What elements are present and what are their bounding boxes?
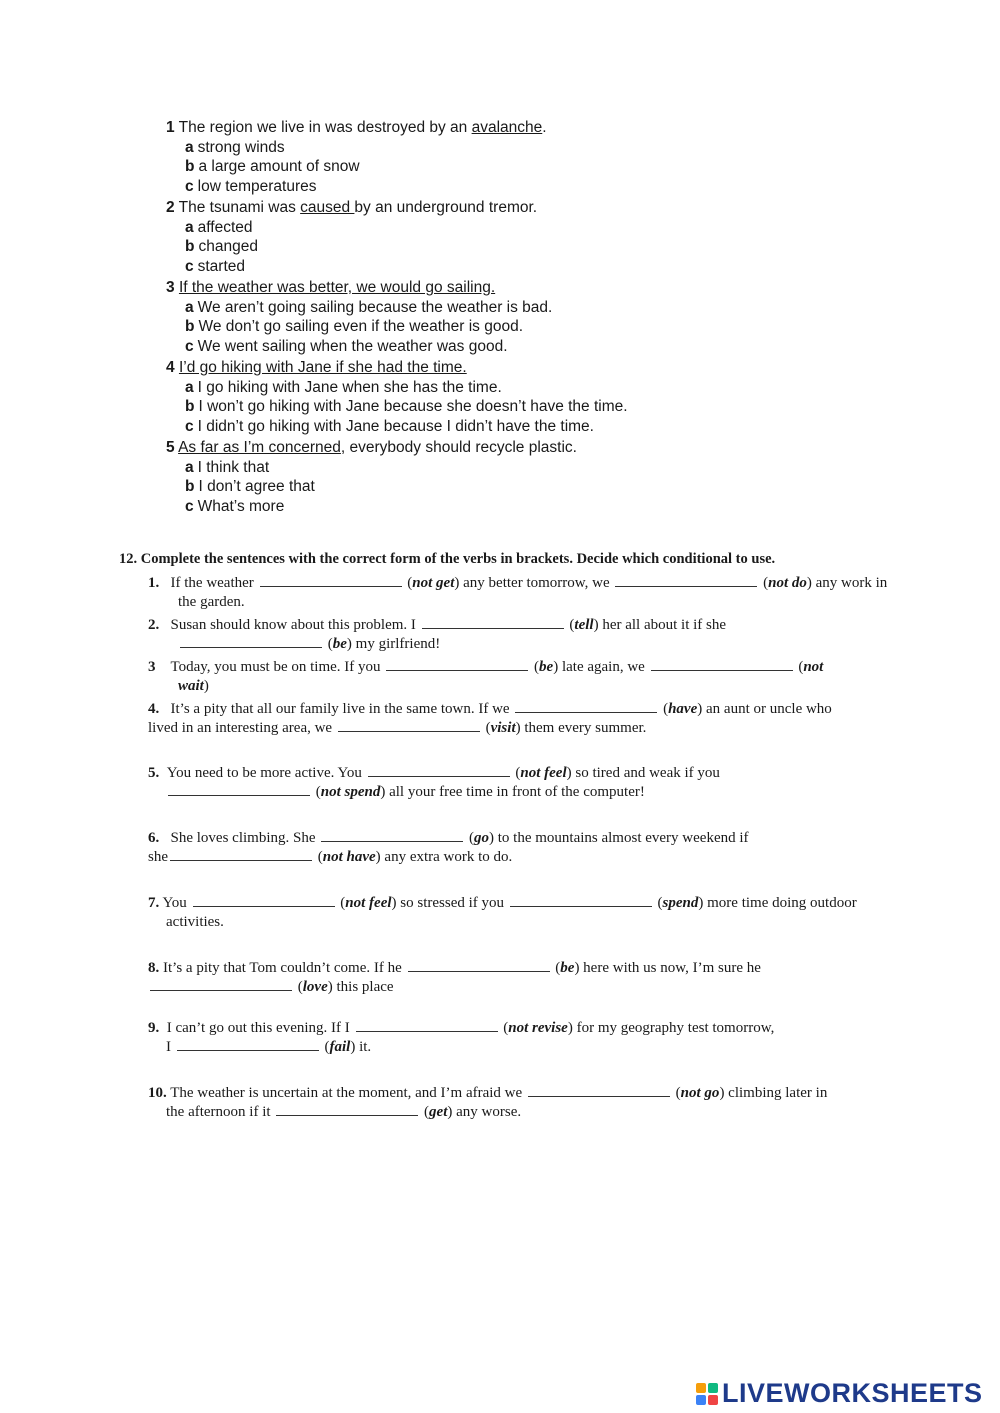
answer-blank[interactable] [368, 764, 510, 777]
sentence-5: 5. You need to be more active. You (not feel) so tired and weak if you (not spend) all your free time in front of the computer! [148, 765, 720, 800]
option-c[interactable]: c I didn’t go hiking with Jane because I didn’t have the time. [185, 417, 594, 435]
option-a[interactable]: a We aren’t going sailing because the weather is bad. [185, 298, 553, 316]
option-a[interactable]: a I think that [185, 458, 270, 476]
multiple-choice-section [166, 118, 906, 518]
answer-blank[interactable] [276, 1103, 418, 1116]
option-b[interactable]: b I don’t agree that [185, 478, 315, 495]
answer-blank[interactable] [651, 658, 793, 671]
sentence-3: 3 Today, you must be on time. If you (be) late again, we (not wait) [148, 659, 824, 694]
sentence-10: 10. The weather is uncertain at the moment, and I’m afraid we (not go) climbing later in the afternoon if it (get) any worse. [148, 1085, 828, 1120]
option-c[interactable]: c started [185, 257, 246, 275]
mc-question-2: 2 The tsunami was caused by an underground tremor. a affected b changed c started [166, 198, 906, 276]
answer-blank[interactable] [408, 959, 550, 972]
section-12-title: 12. Complete the sentences with the correct form of the verbs in brackets. Decide which conditional to use. [119, 551, 776, 567]
answer-blank[interactable] [168, 783, 310, 796]
liveworksheets-logo-icon [696, 1383, 718, 1405]
liveworksheets-logo[interactable] [696, 1378, 983, 1409]
logo-text: LIVEWORKSHEETS [722, 1378, 983, 1408]
answer-blank[interactable] [515, 700, 657, 713]
answer-blank[interactable] [356, 1019, 498, 1032]
answer-blank[interactable] [180, 635, 322, 648]
answer-blank[interactable] [386, 658, 528, 671]
answer-blank[interactable] [177, 1038, 319, 1051]
sentence-6: 6. She loves climbing. She (go) to the mountains almost every weekend if she (not have) any extra work to do. [148, 830, 749, 865]
option-a[interactable]: a I go hiking with Jane when she has the time. [185, 378, 502, 396]
mc-question-5: 5 As far as I’m concerned, everybody should recycle plastic. a I think that b I don’t agree that c What’s more [166, 438, 906, 516]
option-c[interactable]: c We went sailing when the weather was good. [185, 337, 508, 355]
answer-blank[interactable] [338, 719, 480, 732]
sentence-9: 9. I can’t go out this evening. If I (not revise) for my geography test tomorrow, I (fail) it. [148, 1020, 775, 1055]
answer-blank[interactable] [321, 829, 463, 842]
option-b[interactable]: b changed [185, 238, 258, 255]
option-b[interactable]: b a large amount of snow [185, 158, 360, 175]
answer-blank[interactable] [528, 1084, 670, 1097]
sentence-7: 7. You (not feel) so stressed if you (spend) more time doing outdoor activities. [148, 895, 857, 930]
sentence-8: 8. It’s a pity that Tom couldn’t come. If he (be) here with us now, I’m sure he (love) this place [148, 960, 761, 995]
answer-blank[interactable] [193, 894, 335, 907]
sentence-1: 1. If the weather (not get) any better tomorrow, we (not do) any work in the garden. [148, 575, 888, 610]
answer-blank[interactable] [170, 848, 312, 861]
option-b[interactable]: b We don’t go sailing even if the weather is good. [185, 318, 524, 335]
sentence-2: 2. Susan should know about this problem. I (tell) her all about it if she (be) my girlfriend! [148, 617, 727, 652]
option-a[interactable]: a affected [185, 218, 253, 236]
mc-question-4: 4 I’d go hiking with Jane if she had the time. a I go hiking with Jane when she has the time. b I won’t go hiking with Jane because she doesn’t have the time. c I didn’t go hiking with Jane because I didn’t have the time. [166, 358, 906, 436]
mc-question-1: 1 The region we live in was destroyed by an avalanche. a strong winds b a large amount of snow c low temperatures [166, 118, 906, 196]
option-c[interactable]: c low temperatures [185, 177, 317, 195]
answer-blank[interactable] [510, 894, 652, 907]
answer-blank[interactable] [615, 574, 757, 587]
sentence-4: 4. It’s a pity that all our family live in the same town. If we (have) an aunt or uncle who lived in an interesting area, we (visit) them every summer. [148, 701, 832, 736]
mc-question-3: 3 If the weather was better, we would go sailing. a We aren’t going sailing because the weather is bad. b We don’t go sailing even if the weather is good. c We went sailing when the weather was good. [166, 278, 906, 356]
answer-blank[interactable] [260, 574, 402, 587]
answer-blank[interactable] [422, 616, 564, 629]
option-a[interactable]: a strong winds [185, 138, 285, 156]
answer-blank[interactable] [150, 978, 292, 991]
option-b[interactable]: b I won’t go hiking with Jane because she doesn’t have the time. [185, 398, 628, 415]
option-c[interactable]: c What’s more [185, 497, 285, 515]
